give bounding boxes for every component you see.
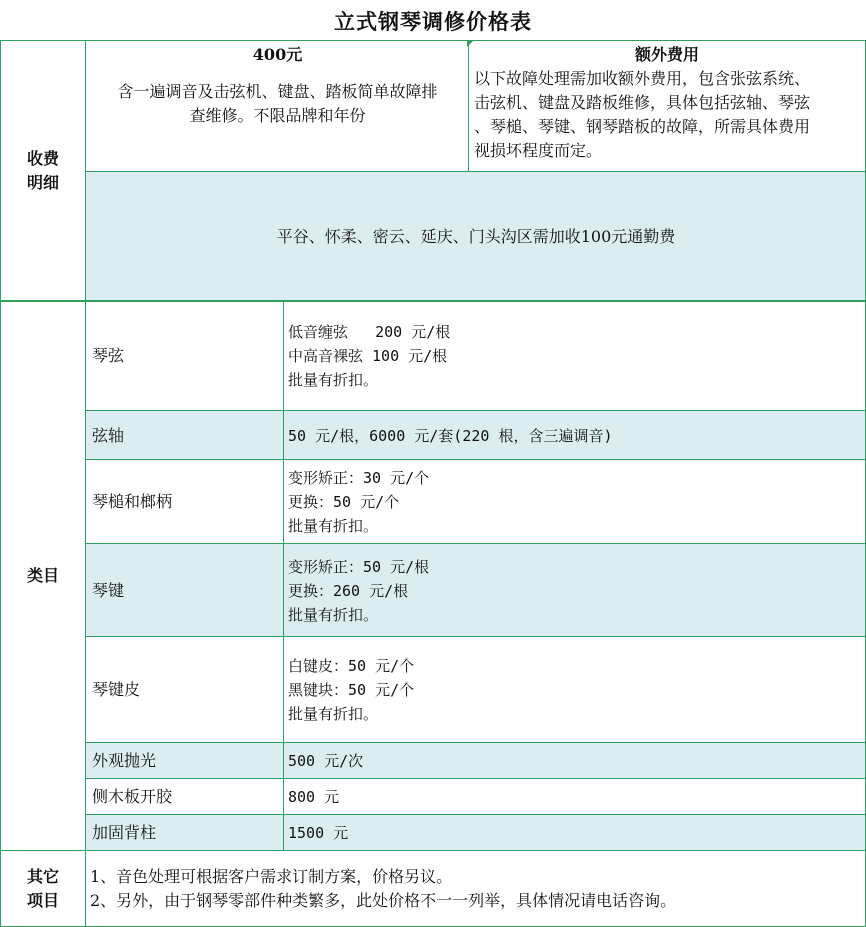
category-name: 侧木板开胶 [92, 787, 173, 806]
grid-line [86, 814, 866, 815]
extra-fee-line: 、琴槌、琴键、钢琴踏板的故障，所需具体费用 [474, 117, 811, 136]
grid-line [86, 742, 866, 743]
grid-line [283, 301, 284, 851]
price-line: 更换：50 元/个 [288, 493, 400, 511]
price-line: 批量有折扣。 [288, 517, 379, 535]
grid-line [86, 778, 866, 779]
grid-line [86, 459, 866, 460]
commute-note-cell [86, 172, 866, 301]
price-line: 批量有折扣。 [288, 605, 379, 624]
other-note-line: 2、另外，由于钢琴零部件种类繁多，此处价格不一一列举，具体情况请电话咨询。 [90, 891, 677, 910]
price-line: 变形矫正：50 元/根 [288, 557, 430, 576]
base-fee-cell [86, 41, 469, 172]
price-line: 50 元/根，6000 元/套(220 根，含三遍调音) [288, 426, 613, 445]
category-name: 弦轴 [86, 411, 284, 460]
grid-line [468, 40, 469, 172]
grid-line [85, 40, 86, 927]
category-section-label: 类目 [26, 566, 59, 585]
fees-label-line2: 明细 [26, 173, 59, 192]
price-line: 批量有折扣。 [288, 371, 379, 389]
base-fee-line: 含一遍调音及击弦机、键盘、踏板简单故障排 [117, 82, 438, 101]
price-line: 批量有折扣。 [288, 705, 379, 723]
other-notes [86, 851, 866, 927]
category-price [284, 301, 866, 411]
extra-fee-heading: 额外费用 [634, 45, 699, 64]
category-name: 外观抛光 [86, 743, 284, 779]
category-price [284, 460, 866, 544]
commute-note: 平谷、怀柔、密云、延庆、门头沟区需加收100元通勤费 [276, 226, 676, 246]
price-line: 更换：260 元/根 [288, 581, 409, 600]
grid-line [86, 410, 866, 411]
grid-line [0, 850, 866, 851]
category-price [284, 544, 866, 637]
category-name: 琴槌和榔柄 [92, 492, 173, 511]
grid-line [86, 171, 866, 172]
price-line: 低音缠弦 200 元/根 [288, 323, 451, 341]
base-fee-line: 查维修。不限品牌和年份 [189, 106, 366, 125]
price-line: 500 元/次 [288, 752, 364, 770]
price-line: 800 元 [288, 788, 340, 806]
price-line: 白键皮：50 元/个 [288, 657, 415, 675]
category-name: 琴键皮 [92, 680, 141, 699]
category-price [284, 815, 866, 851]
category-name: 琴弦 [92, 346, 125, 365]
base-fee-heading: 400元 [252, 45, 303, 64]
fees-label-line1: 收费 [26, 149, 59, 168]
category-price [284, 779, 866, 815]
category-price [284, 637, 866, 743]
extra-fee-line: 击弦机、键盘及踏板维修，具体包括弦轴、琴弦 [474, 93, 811, 112]
other-note-line: 1、音色处理可根据客户需求订制方案，价格另议。 [90, 867, 453, 886]
grid-line [86, 543, 866, 544]
price-line: 中高音裸弦 100 元/根 [288, 347, 448, 365]
grid-line [0, 40, 1, 927]
extra-fee-line: 以下故障处理需加收额外费用，包含张弦系统、 [474, 69, 811, 88]
fees-section-label [0, 41, 86, 301]
category-name: 加固背柱 [86, 815, 284, 851]
grid-line [0, 300, 866, 302]
price-line: 1500 元 [288, 824, 349, 842]
page-title: 立式钢琴调修价格表 [334, 8, 532, 34]
other-section-label: 其它 项目 [26, 867, 59, 910]
price-line: 变形矫正：30 元/个 [288, 469, 430, 487]
extra-fee-cell [469, 41, 866, 172]
category-price [284, 743, 866, 779]
grid-line [0, 40, 866, 41]
grid-line [86, 636, 866, 637]
category-name: 琴键 [86, 544, 284, 637]
price-line: 黑键块：50 元/个 [288, 681, 415, 699]
category-price [284, 411, 866, 460]
extra-fee-line: 视损坏程度而定。 [474, 141, 603, 160]
